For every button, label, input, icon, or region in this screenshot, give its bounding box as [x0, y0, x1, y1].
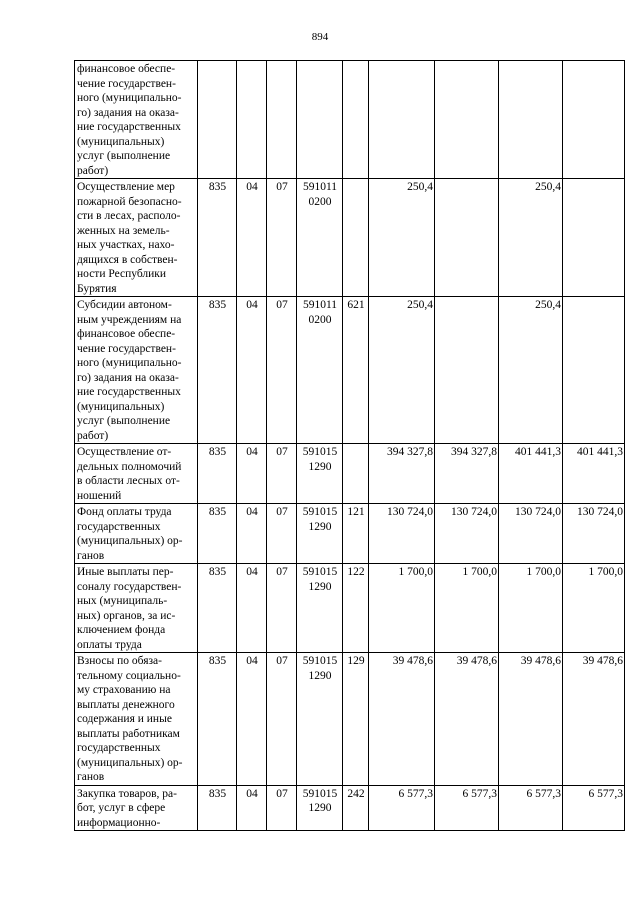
- row-amount-2: [435, 297, 499, 444]
- row-subsection-code: 07: [267, 504, 297, 564]
- row-expense-type-code: [343, 179, 369, 297]
- row-amount-3: 250,4: [499, 297, 563, 444]
- row-subsection-code: 07: [267, 297, 297, 444]
- row-amount-2: [435, 179, 499, 297]
- row-expense-type-code: 621: [343, 297, 369, 444]
- table-row: [75, 504, 625, 564]
- row-subsection-code: 07: [267, 785, 297, 831]
- row-amount-3: 130 724,0: [499, 504, 563, 564]
- row-name: Фонд оплаты труда государственных (муниципальных) ор- ганов: [75, 504, 198, 564]
- row-name: Взносы по обяза- тельному социально- му страхованию на выплаты денежного содержания и иные выплаты работникам государственных (муниципальных) ор- ганов: [75, 653, 198, 786]
- row-amount-3: 39 478,6: [499, 653, 563, 786]
- row-amount-4: 1 700,0: [563, 564, 625, 653]
- row-section-code: 04: [237, 444, 267, 504]
- row-amount-1: 130 724,0: [369, 504, 435, 564]
- row-expense-type-code: 129: [343, 653, 369, 786]
- row-name: Осуществление мер пожарной безопасно- сти в лесах, располо- женных на земель- ных участках, нахо- дящихся в собствен- ности Республики Бурятия: [75, 179, 198, 297]
- row-amount-3: 250,4: [499, 179, 563, 297]
- row-name: финансовое обеспе- чение государствен- ного (муниципально- го) задания на оказа- ние государственных (муниципальных) услуг (выполнение работ): [75, 61, 198, 179]
- row-amount-4: [563, 297, 625, 444]
- row-section-code: 04: [237, 504, 267, 564]
- row-amount-2: 1 700,0: [435, 564, 499, 653]
- table-row: [75, 297, 625, 444]
- row-expense-type-code: 242: [343, 785, 369, 831]
- row-subsection-code: [267, 61, 297, 179]
- row-amount-1: 250,4: [369, 297, 435, 444]
- row-grbs-code: 835: [198, 564, 237, 653]
- row-subsection-code: 07: [267, 444, 297, 504]
- row-section-code: 04: [237, 297, 267, 444]
- row-target-article-code: 591015 1290: [297, 564, 343, 653]
- row-amount-1: 250,4: [369, 179, 435, 297]
- table-row: [75, 564, 625, 653]
- row-subsection-code: 07: [267, 653, 297, 786]
- row-amount-1: 394 327,8: [369, 444, 435, 504]
- row-grbs-code: 835: [198, 444, 237, 504]
- row-section-code: 04: [237, 785, 267, 831]
- budget-table: [74, 60, 625, 831]
- row-amount-1: [369, 61, 435, 179]
- row-amount-3: 1 700,0: [499, 564, 563, 653]
- row-amount-4: 401 441,3: [563, 444, 625, 504]
- row-expense-type-code: 121: [343, 504, 369, 564]
- row-amount-2: 130 724,0: [435, 504, 499, 564]
- row-amount-3: 401 441,3: [499, 444, 563, 504]
- row-amount-4: [563, 179, 625, 297]
- row-amount-4: 39 478,6: [563, 653, 625, 786]
- row-name: Осуществление от- дельных полномочий в области лесных от- ношений: [75, 444, 198, 504]
- row-name: Закупка товаров, ра- бот, услуг в сфере информационно-: [75, 785, 198, 831]
- table-row: [75, 444, 625, 504]
- row-amount-2: 394 327,8: [435, 444, 499, 504]
- row-amount-2: 39 478,6: [435, 653, 499, 786]
- row-grbs-code: 835: [198, 653, 237, 786]
- row-amount-1: 39 478,6: [369, 653, 435, 786]
- row-amount-1: 6 577,3: [369, 785, 435, 831]
- table-row: [75, 61, 625, 179]
- table-row: [75, 653, 625, 786]
- table-body: [75, 61, 625, 831]
- row-target-article-code: 591015 1290: [297, 504, 343, 564]
- row-amount-3: [499, 61, 563, 179]
- row-amount-4: 6 577,3: [563, 785, 625, 831]
- table-row: [75, 179, 625, 297]
- row-target-article-code: 591011 0200: [297, 297, 343, 444]
- row-expense-type-code: [343, 444, 369, 504]
- row-section-code: 04: [237, 564, 267, 653]
- row-subsection-code: 07: [267, 564, 297, 653]
- row-grbs-code: [198, 61, 237, 179]
- row-grbs-code: 835: [198, 785, 237, 831]
- row-section-code: 04: [237, 653, 267, 786]
- row-expense-type-code: 122: [343, 564, 369, 653]
- row-grbs-code: 835: [198, 504, 237, 564]
- row-amount-3: 6 577,3: [499, 785, 563, 831]
- row-amount-4: [563, 61, 625, 179]
- row-amount-2: [435, 61, 499, 179]
- row-target-article-code: 591011 0200: [297, 179, 343, 297]
- row-amount-1: 1 700,0: [369, 564, 435, 653]
- row-target-article-code: 591015 1290: [297, 653, 343, 786]
- row-amount-2: 6 577,3: [435, 785, 499, 831]
- row-grbs-code: 835: [198, 297, 237, 444]
- page-number: 894: [311, 31, 329, 43]
- table-row: [75, 785, 625, 831]
- row-section-code: [237, 61, 267, 179]
- row-name: Субсидии автоном- ным учреждениям на финансовое обеспе- чение государствен- ного (муниципально- го) задания на оказа- ние государственных (муниципальных) услуг (выполнение работ): [75, 297, 198, 444]
- row-expense-type-code: [343, 61, 369, 179]
- row-target-article-code: 591015 1290: [297, 785, 343, 831]
- row-grbs-code: 835: [198, 179, 237, 297]
- row-subsection-code: 07: [267, 179, 297, 297]
- row-amount-4: 130 724,0: [563, 504, 625, 564]
- row-target-article-code: 591015 1290: [297, 444, 343, 504]
- row-name: Иные выплаты пер- соналу государствен- ных (муниципаль- ных) органов, за ис- ключением фонда оплаты труда: [75, 564, 198, 653]
- row-target-article-code: [297, 61, 343, 179]
- row-section-code: 04: [237, 179, 267, 297]
